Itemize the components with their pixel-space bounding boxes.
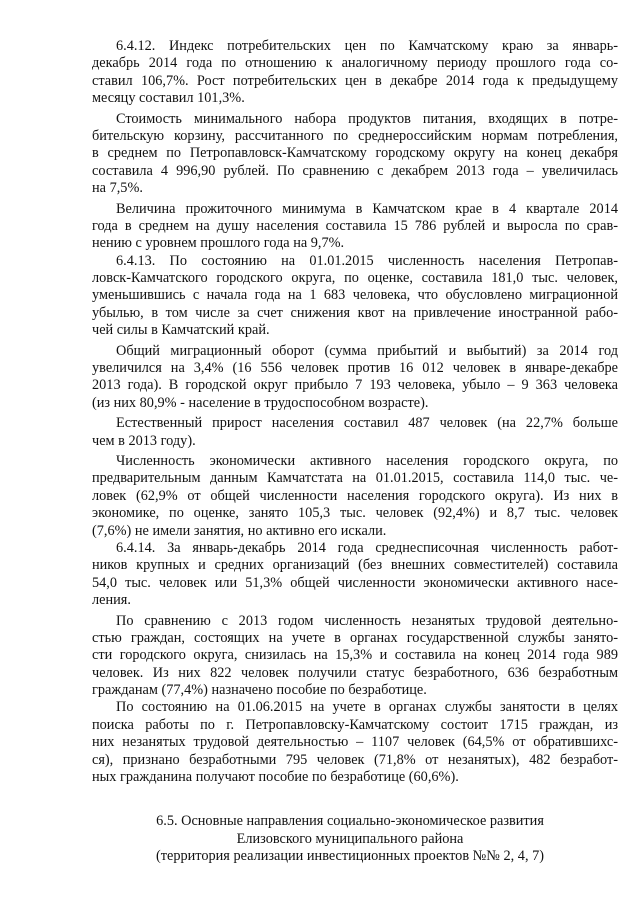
text-line: поиска работы по г. Петропавловску-Камчатскому состоит 1715 граждан, из [92,716,618,733]
text-line: предварительным данным Камчатстата на 01.01.2015, составила 114,0 тыс. че- [92,470,618,487]
text-line: в среднем по Петропавловск-Камчатскому городскому округу на конец декабря [92,145,618,162]
text-line: 6.4.12. Индекс потребительских цен по Камчатскому краю за январь- [116,38,618,54]
text-line: составила 4 996,90 рублей. По сравнению с декабрем 2013 года – увеличилась [92,162,618,179]
section-heading [92,812,618,864]
paragraph-natural-growth [92,415,618,450]
text-line: ления. [92,592,131,609]
text-line: человек. Из них 822 человек получили статус безработного, 636 безработным [92,664,618,681]
text-line: 54,0 тыс. человек или 51,3% общей численности экономически активного насе- [92,574,618,591]
paragraph-food-basket [92,111,618,198]
paragraph-6-4-14 [92,540,618,610]
paragraph-unemployed [92,613,618,700]
text-line: убылью, в том числе за счет снижения квот на привлечение иностранной рабо- [92,304,618,321]
text-line: сти городского округа, снизилась на 15,3% и составила на конец 2014 года 989 [92,647,618,664]
text-line: экономике, по оценке, занято 105,3 тыс. человек (92,4%) и 8,7 тыс. человек [92,505,618,522]
section-heading-line: (территория реализации инвестиционных проектов №№ 2, 4, 7) [155,848,545,865]
text-line: (из них 80,9% - население в трудоспособном возрасте). [92,394,429,411]
text-line: ловск-Камчатского городского округа, по оценке, составила 181,0 тыс. человек, [92,270,618,287]
text-line: стью граждан, состоящих на учете в органах государственной службы занято- [92,629,618,646]
text-line: нению с уровнем прошлого года на 9,7%. [92,235,345,252]
text-line: на 7,5%. [92,180,143,197]
paragraph-subsistence [92,201,618,253]
section-heading-line: Елизовского муниципального района [236,830,464,847]
paragraph-2015 [92,699,618,786]
text-line: 6.4.13. По состоянию на 01.01.2015 численность населения Петропав- [116,252,618,269]
text-line: гражданам (77,4%) назначено пособие по безработице. [92,682,427,699]
text-line: Естественный прирост населения составил 487 человек (на 22,7% больше [116,415,618,432]
text-line: ставил 106,7%. Рост потребительских цен в декабре 2014 года к предыдущему [92,72,618,89]
text-line: По состоянию на 01.06.2015 на учете в органах службы занятости в целях [116,699,618,716]
paragraph-active-population [92,453,618,540]
text-line: Общий миграционный оборот (сумма прибытий и выбытий) за 2014 год [116,342,618,359]
text-line: 6.4.14. За январь-декабрь 2014 года среднесписочная численность работ- [116,539,618,556]
text-line: ных гражданина получают пособие по безработице (60,6%). [92,769,459,786]
text-line: уменьшившись с начала года на 1 683 человека, что обусловлено миграционной [92,287,618,304]
text-line: 2013 года). В городской округ прибыло 7 193 человека, убыло – 9 363 человека [92,377,618,394]
section-heading-line: 6.5. Основные направления социально-экономическое развития [156,813,544,830]
paragraph-migration [92,343,618,413]
text-line: ловек (62,9% от общей численности населения городского округа). Из них в [92,487,618,504]
text-line: По сравнению с 2013 годом численность незанятых трудовой деятельно- [116,612,618,629]
text-line: бительскую корзину, рассчитанного по среднероссийским нормам потребления, [92,127,618,144]
text-line: Стоимость минимального набора продуктов питания, входящих в потре- [116,110,618,127]
text-line: года в среднем на душу населения составила 15 786 рублей и выросла по срав- [92,217,618,234]
text-line: Величина прожиточного минимума в Камчатском крае в 4 квартале 2014 [116,200,618,217]
text-line: месяцу составил 101,3%. [92,90,245,107]
paragraph-6-4-12 [92,38,618,108]
text-line: увеличился на 3,4% (16 556 человек против 16 012 человек в январе-декабре [92,360,618,377]
text-line: декабрь 2014 года по отношению к аналогичному периоду прошлого года со- [92,55,618,72]
text-line: ся), признано безработными 795 человек (71,8% от незанятых), 482 безработ- [92,751,618,768]
text-line: Численность экономически активного населения городского округа, по [116,452,618,469]
document-body [92,38,618,786]
text-line: ников крупных и средних организаций (без внешних совместителей) составила [92,557,618,574]
text-line: чем в 2013 году). [92,432,196,449]
paragraph-6-4-13 [92,253,618,340]
text-line: (7,6%) не имели занятия, но активно его искали. [92,522,387,539]
text-line: них незанятых трудовой деятельностью – 1107 человек (64,5% от обратившихс- [92,734,618,751]
text-line: чей силы в Камчатский край. [92,322,270,339]
